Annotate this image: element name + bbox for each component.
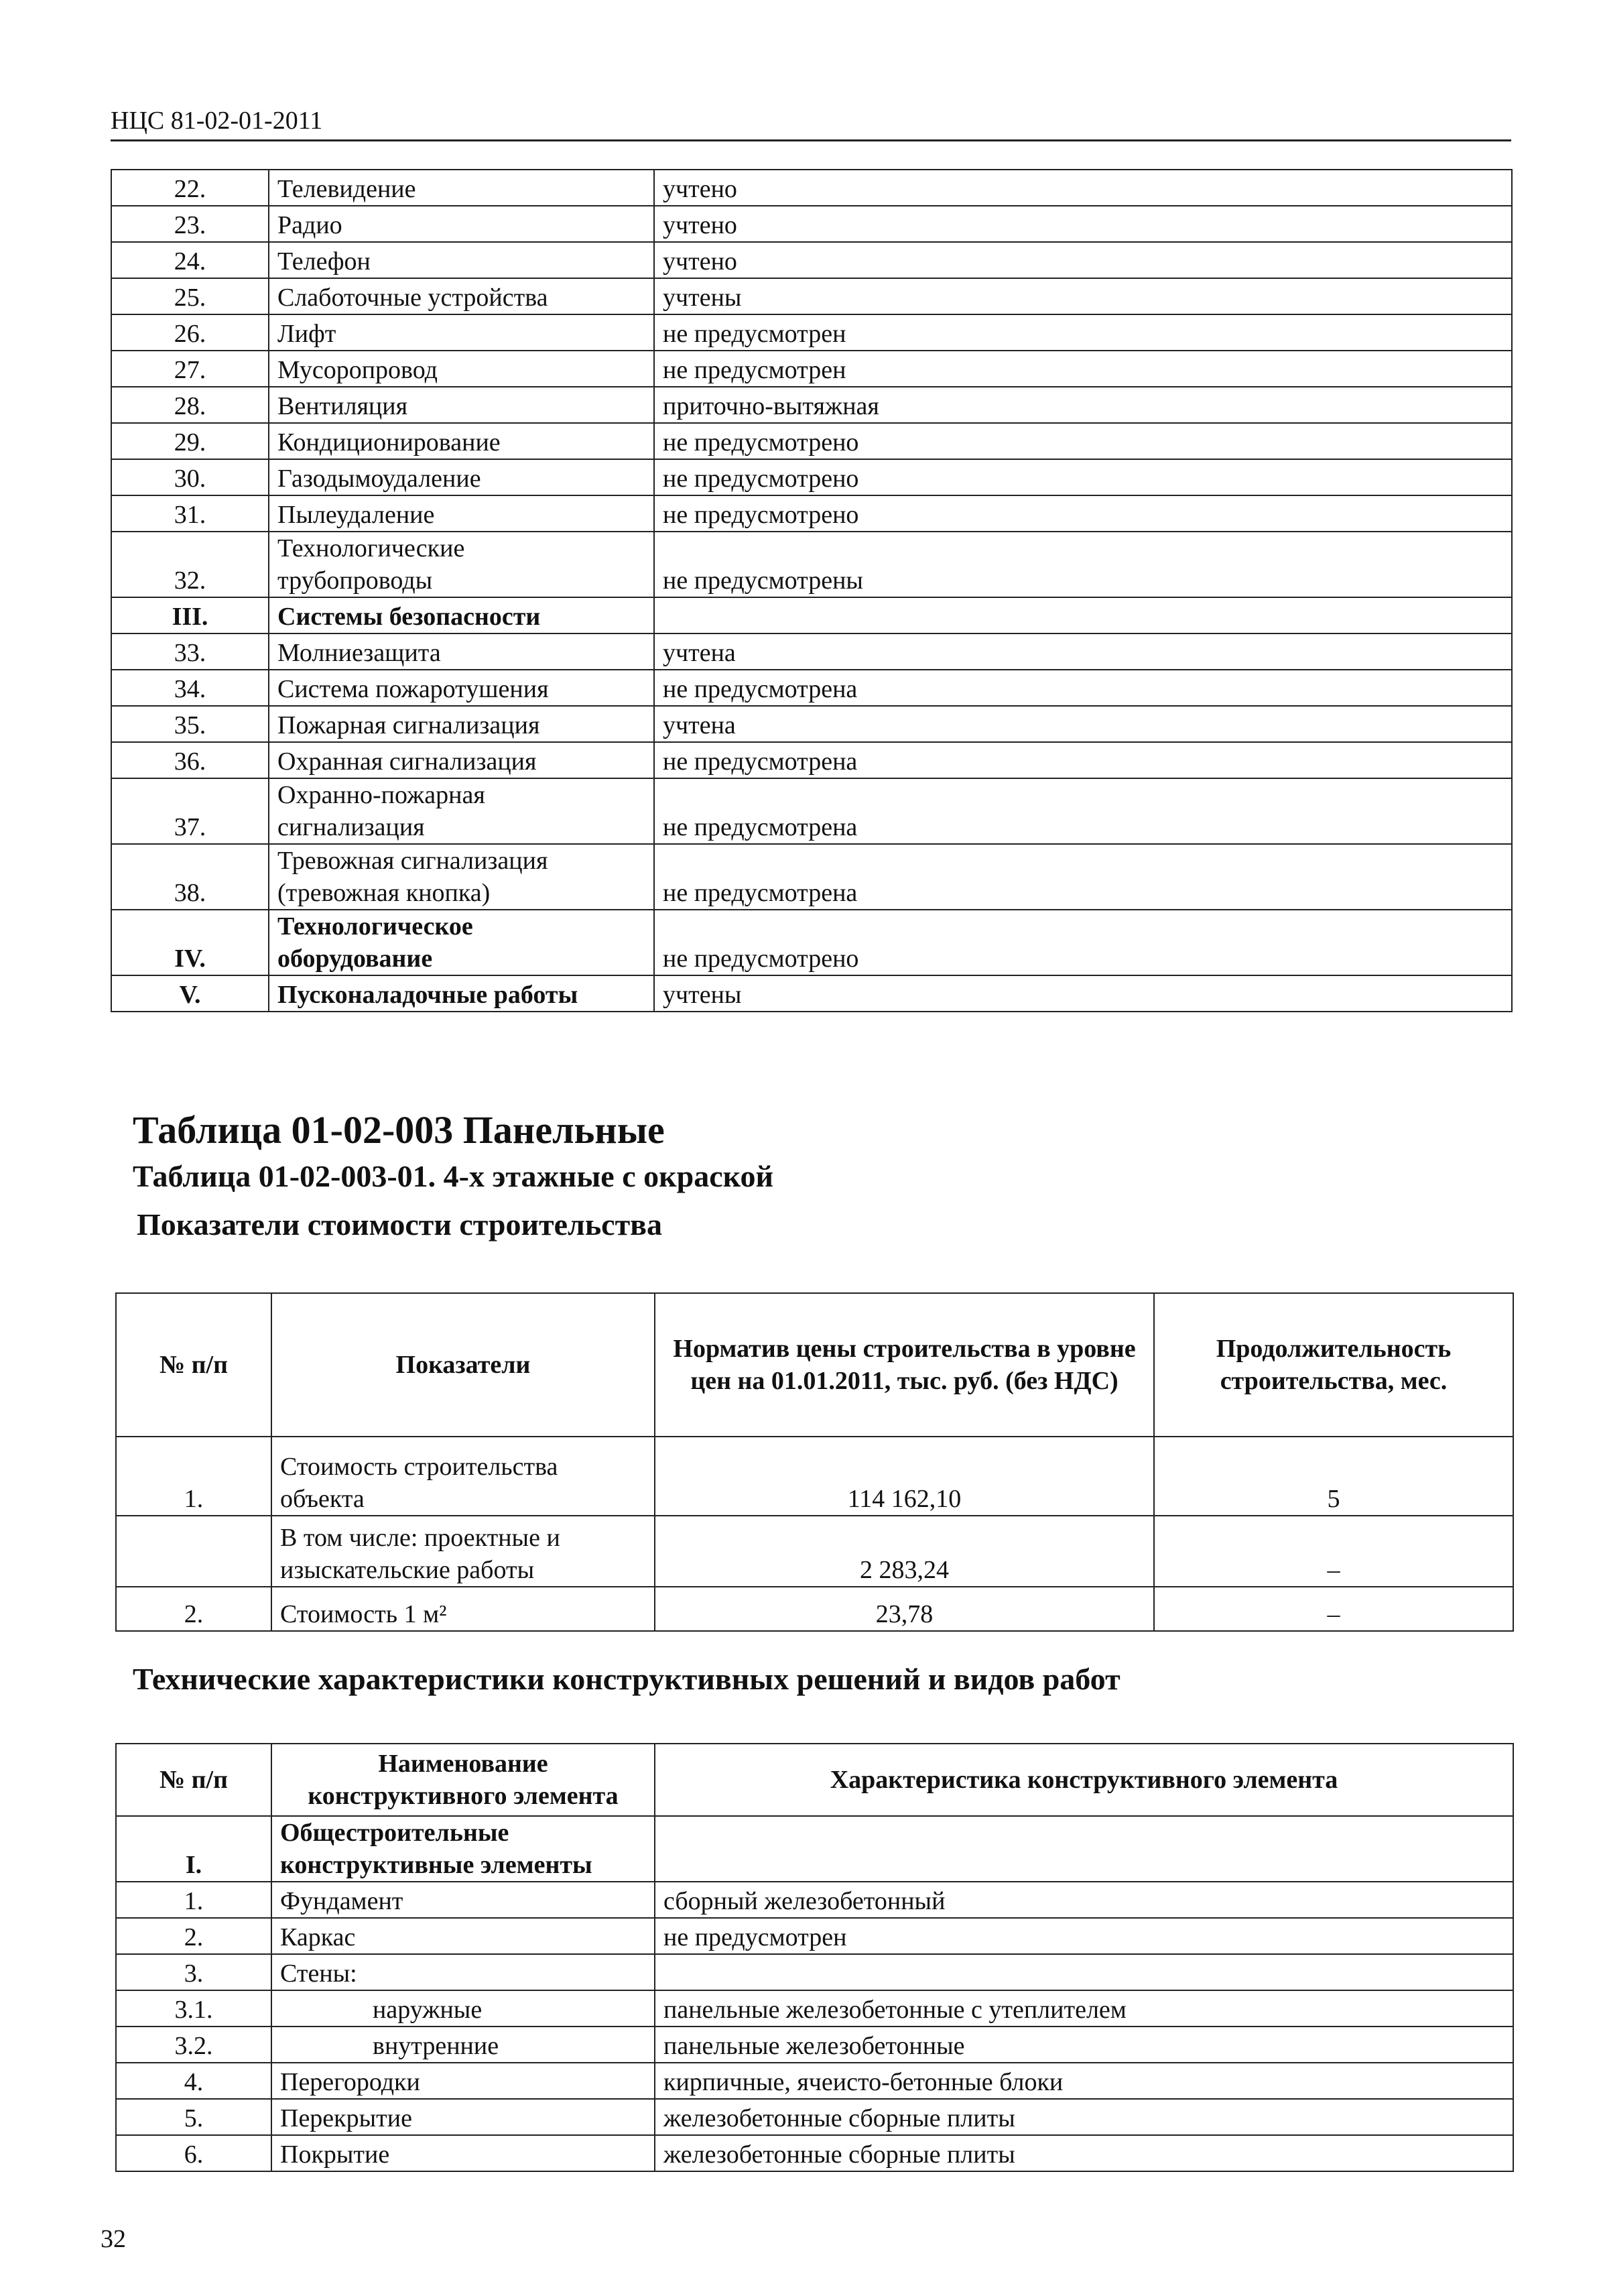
row-value: учтены [654,278,1512,314]
row-value: учтено [654,170,1512,206]
row-element-value: не предусмотрен [655,1918,1513,1954]
table-row [111,242,1512,278]
row-duration: 5 [1154,1437,1513,1516]
row-element-value: панельные железобетонные [655,2027,1513,2063]
table-row [111,670,1512,706]
row-name: Молниезащита [269,633,654,670]
row-name: Технологическое оборудование [269,910,654,975]
row-element-name: Общестроительные конструктивные элементы [271,1816,655,1882]
row-element-name: Перекрытие [271,2099,655,2135]
row-element-name: Покрытие [271,2135,655,2171]
row-number: 2. [116,1587,271,1631]
row-indicator: В том числе: проектные и изыскательские работы [271,1516,655,1587]
row-number: 29. [111,423,269,459]
header-duration: Продолжительность строительства, мес. [1154,1293,1513,1437]
table-row [116,2027,1513,2063]
row-number: 3. [116,1954,271,1990]
row-value: не предусмотрено [654,423,1512,459]
header-element-characteristic: Характеристика конструктивного элемента [655,1744,1513,1816]
row-number: III. [111,597,269,633]
row-value: учтены [654,975,1512,1012]
table-row [111,778,1512,844]
row-value: не предусмотрено [654,910,1512,975]
row-name: Пусконаладочные работы [269,975,654,1012]
row-value: не предусмотрено [654,459,1512,495]
row-value: учтена [654,706,1512,742]
table-row [116,1882,1513,1918]
row-indicator: Стоимость 1 м² [271,1587,655,1631]
table-row [116,2135,1513,2171]
table-title: Таблица 01-02-003 Панельные [133,1108,665,1152]
table-row [111,742,1512,778]
row-number: 26. [111,314,269,351]
document-code-header: НЦС 81-02-01-2011 [111,106,1511,141]
row-value: не предусмотрены [654,532,1512,597]
row-number: 27. [111,351,269,387]
row-number: 36. [111,742,269,778]
table-row [111,532,1512,597]
row-value: не предусмотрена [654,670,1512,706]
row-value: приточно-вытяжная [654,387,1512,423]
row-value: учтено [654,206,1512,242]
row-number: 23. [111,206,269,242]
table-row [111,387,1512,423]
construction-elements-table [115,1743,1514,2172]
row-number: 22. [111,170,269,206]
table-row [111,975,1512,1012]
row-number: 5. [116,2099,271,2135]
row-name: Кондиционирование [269,423,654,459]
row-name: Лифт [269,314,654,351]
row-number: 3.1. [116,1990,271,2027]
row-name: Вентиляция [269,387,654,423]
table-row [111,314,1512,351]
row-element-name: внутренние [271,2027,655,2063]
table-row [111,459,1512,495]
row-value: не предусмотрена [654,778,1512,844]
table-row [116,1816,1513,1882]
row-number: 6. [116,2135,271,2171]
row-number: 33. [111,633,269,670]
row-price: 23,78 [655,1587,1154,1631]
row-name: Охранная сигнализация [269,742,654,778]
table-row [111,633,1512,670]
systems-table [111,169,1513,1012]
row-number [116,1516,271,1587]
table-row [111,423,1512,459]
row-name: Пылеудаление [269,495,654,532]
row-indicator: Стоимость строительства объекта [271,1437,655,1516]
row-number: 4. [116,2063,271,2099]
row-duration: – [1154,1587,1513,1631]
table-row [111,844,1512,910]
row-element-name: Фундамент [271,1882,655,1918]
row-value [654,597,1512,633]
row-element-name: Стены: [271,1954,655,1990]
row-number: 31. [111,495,269,532]
table-row [116,1954,1513,1990]
row-price: 2 283,24 [655,1516,1154,1587]
table-row [116,1587,1513,1631]
row-name: Телевидение [269,170,654,206]
row-price: 114 162,10 [655,1437,1154,1516]
row-number: IV. [111,910,269,975]
row-element-value: сборный железобетонный [655,1882,1513,1918]
header-price-norm: Норматив цены строительства в уровне цен на 01.01.2011, тыс. руб. (без НДС) [655,1293,1154,1437]
table-row [111,170,1512,206]
row-number: 1. [116,1882,271,1918]
row-value: не предусмотрена [654,844,1512,910]
header-number: № п/п [116,1744,271,1816]
row-name: Охранно-пожарная сигнализация [269,778,654,844]
row-name: Система пожаротушения [269,670,654,706]
table-row [111,206,1512,242]
row-element-value: панельные железобетонные с утеплителем [655,1990,1513,2027]
row-element-value [655,1954,1513,1990]
row-value: не предусмотрен [654,351,1512,387]
row-name: Радио [269,206,654,242]
cost-indicators-heading: Показатели стоимости строительства [137,1207,663,1242]
table-row [116,1437,1513,1516]
row-element-value: железобетонные сборные плиты [655,2135,1513,2171]
row-element-name: Каркас [271,1918,655,1954]
header-number: № п/п [116,1293,271,1437]
page-number: 32 [101,2225,126,2253]
table-row [111,706,1512,742]
row-number: 28. [111,387,269,423]
row-number: 3.2. [116,2027,271,2063]
row-name: Телефон [269,242,654,278]
table-row [111,495,1512,532]
row-name: Системы безопасности [269,597,654,633]
header-indicators: Показатели [271,1293,655,1437]
table-row [111,278,1512,314]
table-row [111,351,1512,387]
row-value: не предусмотрена [654,742,1512,778]
header-element-name: Наименование конструктивного элемента [271,1744,655,1816]
row-name: Тревожная сигнализация (тревожная кнопка) [269,844,654,910]
row-element-value: кирпичные, ячеисто-бетонные блоки [655,2063,1513,2099]
table-row [116,2099,1513,2135]
row-value: не предусмотрено [654,495,1512,532]
row-number: 30. [111,459,269,495]
row-number: 35. [111,706,269,742]
row-name: Технологические трубопроводы [269,532,654,597]
row-name: Мусоропровод [269,351,654,387]
row-number: V. [111,975,269,1012]
row-value: учтено [654,242,1512,278]
table-row [116,1990,1513,2027]
row-element-value: железобетонные сборные плиты [655,2099,1513,2135]
row-name: Пожарная сигнализация [269,706,654,742]
table-subtitle: Таблица 01-02-003-01. 4-х этажные с окраской [133,1159,774,1193]
row-element-name: Перегородки [271,2063,655,2099]
row-number: 34. [111,670,269,706]
row-element-name: наружные [271,1990,655,2027]
row-number: I. [116,1816,271,1882]
row-number: 37. [111,778,269,844]
row-value: учтена [654,633,1512,670]
table-row [111,910,1512,975]
row-duration: – [1154,1516,1513,1587]
table-row [111,597,1512,633]
row-name: Газодымоудаление [269,459,654,495]
table-row [116,1918,1513,1954]
row-element-value [655,1816,1513,1882]
row-number: 25. [111,278,269,314]
row-value: не предусмотрен [654,314,1512,351]
row-number: 1. [116,1437,271,1516]
cost-indicators-table [115,1292,1514,1632]
row-number: 24. [111,242,269,278]
table-row [116,2063,1513,2099]
technical-characteristics-heading: Технические характеристики конструктивных решений и видов работ [133,1662,1121,1696]
row-number: 32. [111,532,269,597]
table-row [116,1516,1513,1587]
row-name: Слаботочные устройства [269,278,654,314]
row-number: 38. [111,844,269,910]
row-number: 2. [116,1918,271,1954]
